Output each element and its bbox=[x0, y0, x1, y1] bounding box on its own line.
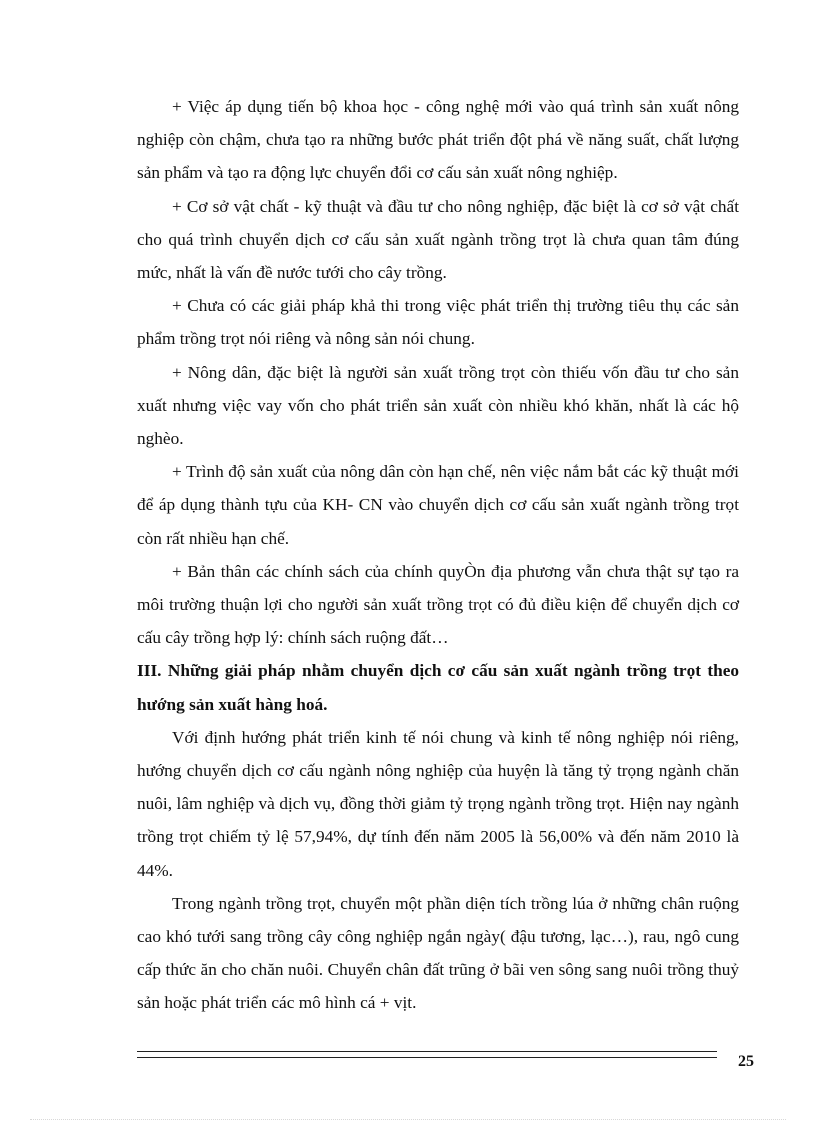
paragraph-farmer-capital: + Nông dân, đặc biệt là người sản xuất trồng trọt còn thiếu vốn đầu tư cho sản xuất nhưng việc vay vốn cho phát triển sản xuất còn nhiều khó khăn, nhất là các hộ nghèo. bbox=[137, 362, 739, 449]
paragraph-market-solutions: + Chưa có các giải pháp khả thi trong việc phát triển thị trường tiêu thụ các sản phẩm trồng trọt nói riêng và nông sản nói chung. bbox=[137, 296, 739, 349]
paragraph-local-policy: + Bản thân các chính sách của chính quyÒn địa phương vẫn chưa thật sự tạo ra môi trường thuận lợi cho người sản xuất trồng trọt có đủ điều kiện để chuyển dịch cơ cấu cây trồng hợp lý: chính sách ruộng đất… bbox=[137, 561, 739, 648]
paragraph-crop-conversion: Trong ngành trồng trọt, chuyển một phần diện tích trồng lúa ở những chân ruộng cao khó tưới sang trồng cây công nghiệp ngắn ngày( đậu tương, lạc…), rau, ngô cung cấp thức ăn cho chăn nuôi. Chuyển chân đất trũng ở bãi ven sông sang nuôi trồng thuỷ sản hoặc phát triển các mô hình cá + vịt. bbox=[137, 893, 739, 1013]
footer-divider bbox=[137, 1051, 717, 1058]
paragraph-infrastructure: + Cơ sở vật chất - kỹ thuật và đầu tư cho nông nghiệp, đặc biệt là cơ sở vật chất cho quá trình chuyển dịch cơ cấu sản xuất ngành trồng trọt là chưa quan tâm đúng mức, nhất là vấn đề nước tưới cho cây trồng. bbox=[137, 196, 739, 283]
page-number: 25 bbox=[738, 1053, 754, 1070]
paragraph-development-orientation: Với định hướng phát triển kinh tế nói chung và kinh tế nông nghiệp nói riêng, hướng chuyển dịch cơ cấu ngành nông nghiệp của huyện là tăng tỷ trọng ngành chăn nuôi, lâm nghiệp và dịch vụ, đồng thời giảm tỷ trọng ngành trồng trọt. Hiện nay ngành trồng trọt chiếm tỷ lệ 57,94%, dự tính đến năm 2005 là 56,00% và đến năm 2010 là 44%. bbox=[137, 727, 739, 880]
section-heading: III. Những giải pháp nhằm chuyển dịch cơ cấu sản xuất ngành trồng trọt theo hướng sản xuất hàng hoá. bbox=[137, 661, 739, 714]
paragraph-tech-application: + Việc áp dụng tiến bộ khoa học - công nghệ mới vào quá trình sản xuất nông nghiệp còn chậm, chưa tạo ra những bước phát triển đột phá về năng suất, chất lượng sản phẩm và tạo ra động lực chuyển đổi cơ cấu sản xuất nông nghiệp. bbox=[137, 97, 739, 183]
page-bottom-border bbox=[30, 1119, 786, 1120]
paragraph-production-skills: + Trình độ sản xuất của nông dân còn hạn chế, nên việc nắm bắt các kỹ thuật mới để áp dụng thành tựu của KH- CN vào chuyển dịch cơ cấu sản xuất ngành trồng trọt còn rất nhiều hạn chế. bbox=[137, 462, 739, 548]
document-body bbox=[137, 90, 739, 1020]
